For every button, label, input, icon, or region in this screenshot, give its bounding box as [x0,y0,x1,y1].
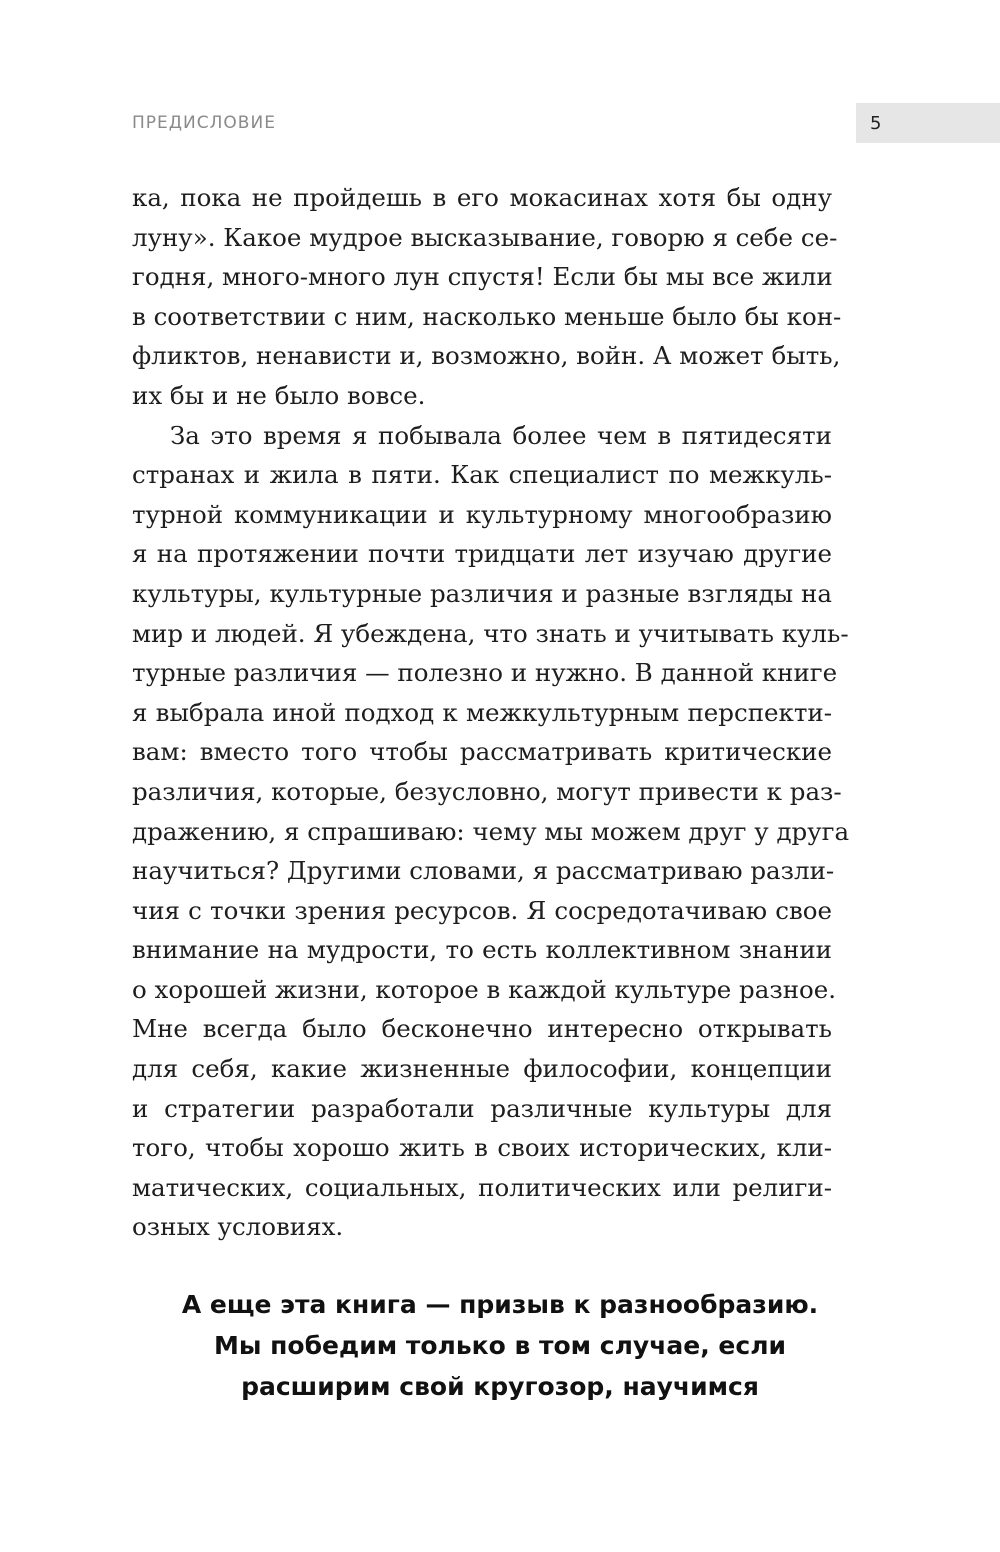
text-line: внимание на мудрости, то есть коллективном знании [132,935,832,965]
pull-quote-line: Мы победим только в том случае, если [213,1331,787,1360]
text-line: чия с точки зрения ресурсов. Я сосредотачиваю свое [132,895,832,925]
text-line: фликтов, ненависти и, возможно, войн. А может быть, [132,341,841,371]
pull-quote-line: расширим свой кругозор, научимся [241,1372,759,1401]
pull-quote-line: А еще эта книга — призыв к разнообразию. [181,1290,819,1319]
text-line: и стратегии разработали различные культуры для [132,1093,832,1123]
text-line: научиться? Другими словами, я рассматриваю разли- [132,856,835,886]
text-line: За это время я побывала более чем в пятидесяти [170,420,832,450]
body-text [132,178,850,1247]
text-line: озных условиях. [132,1212,344,1242]
text-line: странах и жила в пяти. Как специалист по межкуль- [132,460,832,490]
text-line: о хорошей жизни, которое в каждой культуре разное. [132,974,837,1004]
text-line: мир и людей. Я убеждена, что знать и учитывать куль- [132,618,849,648]
running-head-title: ПРЕДИСЛОВИЕ [132,113,276,133]
text-line: вам: вместо того чтобы рассматривать критические [132,737,832,767]
page-number-tab [856,103,1000,143]
pull-quote [132,1284,868,1407]
text-line: матических, социальных, политических или религи- [132,1172,832,1202]
text-line: луну». Какое мудрое высказывание, говорю я себе се- [132,222,838,252]
text-line: того, чтобы хорошо жить в своих исторических, кли- [132,1133,832,1163]
page-number: 5 [870,113,882,134]
text-line: я выбрала иной подход к межкультурным перспекти- [132,697,832,727]
text-line: годня, много-много лун спустя! Если бы мы все жили [132,262,833,292]
text-line: культуры, культурные различия и разные взгляды на [132,578,832,608]
text-line: дражению, я спрашиваю: чему мы можем друг у друга [132,816,850,846]
text-line: в соответствии с ним, насколько меньше было бы кон- [132,301,842,331]
text-line: турной коммуникации и культурному многообразию [132,499,832,529]
text-line: я на протяжении почти тридцати лет изучаю другие [132,539,832,569]
text-line: различия, которые, безусловно, могут привести к раз- [132,776,842,806]
text-line: для себя, какие жизненные философии, концепции [132,1054,832,1084]
text-line: их бы и не было вовсе. [132,380,426,410]
text-line: ка, пока не пройдешь в его мокасинах хотя бы одну [132,183,832,212]
text-line: Мне всегда было бесконечно интересно открывать [132,1014,832,1044]
text-line: турные различия — полезно и нужно. В данной книге [132,658,838,688]
